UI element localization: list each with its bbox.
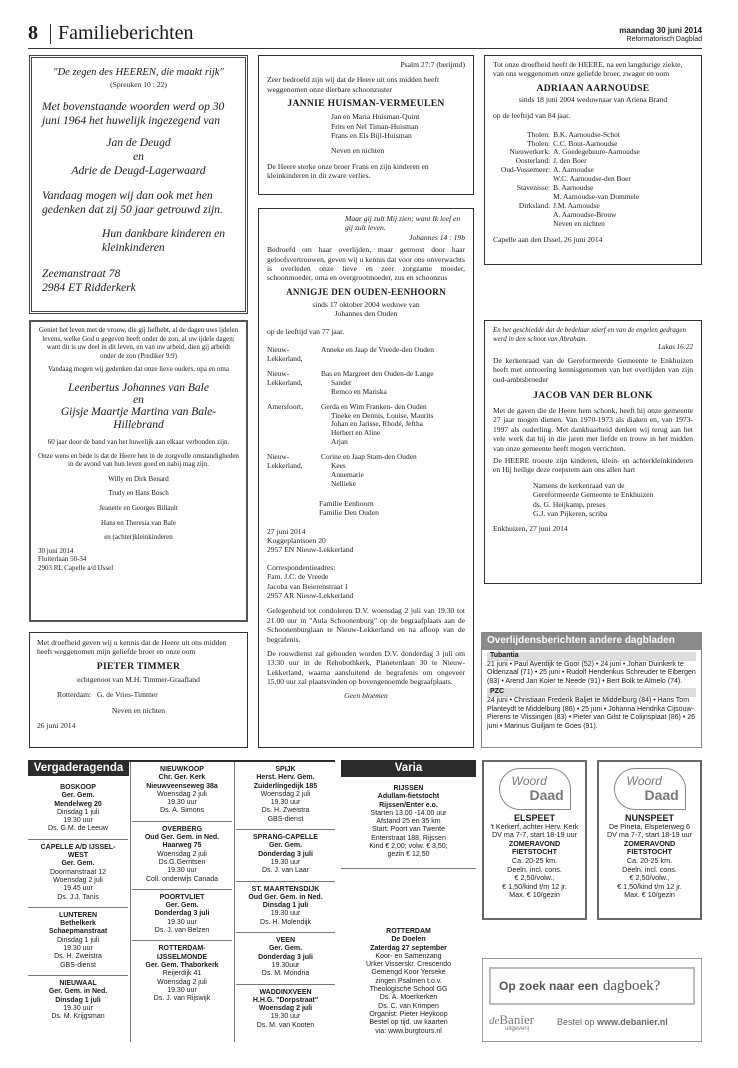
relative-row: Nieuwerkerk: A. Goedegebuure-Aarnoudse [509, 147, 640, 157]
other-newspapers-box [481, 632, 702, 748]
correspondence-3: Jacoba van Beierenstraat 1 [267, 581, 349, 591]
relative-row: Stavenisse: B. Aarnoudse [516, 183, 594, 193]
announcement-van-der-blonk [484, 320, 702, 584]
announcement-van-bale [29, 320, 248, 622]
no-flowers: Geen bloemen [344, 690, 388, 700]
signature: Hun dankbare kinderen en kleinkinderen [102, 227, 226, 255]
woord-daad-logo: Woord Daad [499, 768, 571, 810]
sign-4: G.J. van Pijkeren, scriba [533, 509, 608, 519]
subtitle: sinds 18 juni 2004 weduwnaar van Ariena Brand [518, 94, 668, 104]
place: Amersfoort, [267, 401, 303, 411]
text-2: Onze wens en bede is dat de Heere hen in de zorgvolle omstandigheden in de avond van hun leven goed en nabij mag zijn. [38, 451, 239, 469]
relative-row: Tholen: B.K. Aarnoudse-Schot [527, 129, 620, 139]
address-1: 30 juni 2014 [38, 546, 74, 555]
place: Nieuw-Lekkerland, [267, 345, 303, 363]
name: Arjan [331, 437, 348, 447]
name: Remco en Mariska [331, 386, 387, 396]
intro: Met droefheid geven wij u kennis dat de Heere uit ons midden heeft weggenomen mijn geliefde broer en onze oom [37, 638, 227, 657]
relative: G. de Vries-Timmer [96, 690, 158, 700]
relative-2: Frits en Nel Timan-Huisman [331, 121, 419, 131]
agenda-entry: NIEUWKOOP Chr. Ger. Kerk Nieuwveenseweg 38a Woensdag 2 juli 19.30 uur Ds. A. Simons [132, 762, 232, 822]
deceased-name: ANNIGJE DEN OUDEN-EENHOORN [286, 286, 446, 297]
address-3: 2957 EN Nieuw-Lekkerland [267, 545, 354, 555]
banier-url[interactable]: www.debanier.nl [597, 1017, 668, 1027]
relative-group [267, 346, 434, 364]
agenda-entry: WADDINXVEEN H.H.G. "Dorpstraat" Woensdag 2 juli 19.30 uur Ds. M. van Kooten [252, 988, 319, 1029]
place: Nieuw-Lekkerland, [267, 368, 303, 387]
quote-ref: Lukas 16:22 [658, 343, 693, 352]
quote: Geniet het leven met de vrouw, die gij liefhebt, al de dagen uws ijdelen levens, welke God u gegeven heeft onder de zon, al uw ijdele dagen; want dit is uw deel in dit leven, en van uw arbeid, dien gij arbeidt onder de zon (Prediker 9:9) [38, 326, 239, 360]
header-rule [28, 48, 702, 49]
agenda-entry: ST. MAARTENSDIJK Oud Ger. Gem. in Ned. Dinsdag 1 juli 19.30 uur Ds. H. Molendijk [236, 882, 335, 933]
name: Herbert en Aline [331, 428, 381, 438]
address-1: Zeemanstraat 78 [42, 267, 121, 281]
funeral: De rouwdienst zal gehouden worden D.V. donderdag 3 juli om 13.30 uur in de Rehobothkerk, Planetenlaan 30 te Nieuw-Lekkerland, waarna aansluitend de begrafenis om ongeveer 15.00 uur zal plaatsvinden op bovengenoemde begraafplaats. [267, 649, 465, 687]
relative-row: M. Aarnoudse-van Dommele [553, 191, 640, 201]
address-2: Koggeplantsoen 20 [267, 535, 326, 545]
announcement-den-ouden [258, 208, 474, 748]
agenda-entry: POORTVLIET Ger. Gem. Donderdag 3 juli 19.30 uur Ds. J. van Belzen [132, 890, 232, 941]
names [321, 346, 434, 364]
deceased-name: JANNIE HUISMAN-VERMEULEN [287, 98, 445, 110]
banier-logo: deBanier uitgeverij [489, 1012, 535, 1032]
kid-5: en (achter)kleinkinderen [104, 533, 173, 542]
intro: Bedroefd om haar overlijden, maar getroost door haar geloofsvertrouwen, geven wij u kennis dat voor ons onverwachts is overleden onze lieve en zeer zorgzame moeder, schoonmoeder, oma en overgrootmoeder, zus en schoonzus [267, 245, 465, 283]
family-2: Familie Den Ouden [319, 508, 379, 518]
relative-group [267, 453, 434, 489]
agenda-col-1 [28, 780, 128, 1026]
agenda-col-2 [132, 762, 232, 1008]
agenda-entry: SPIJK Herst. Herv. Gem. Zuiderlingedijk 185 Woensdag 2 juli 19.30 uur Ds. H. Zweistra GBS-dienst [236, 762, 335, 830]
deceased-name: JACOB VAN DER BLONK [533, 390, 653, 401]
names [321, 453, 434, 489]
woord-daad-logo: Woord Daad [614, 768, 686, 810]
name: Corine en Jaap Stam-den Ouden [321, 452, 417, 462]
quote-ref: Johannes 14 : 19b [409, 232, 465, 242]
varia-header: Varia [341, 760, 476, 777]
subtitle-2: Johannes den Ouden [334, 309, 398, 319]
varia-entry: RIJSSEN Adullam-fietstocht Rijssen/Enter e.o. Starten 13.00 -14.00 uur Afstand 25 en 35 km Start: Poort van Twente Enterstraat 188, Rijssen Kind € 2,00; volw. € 3,50; gezin € 12,50 [341, 781, 476, 869]
relatives [37, 690, 240, 699]
announcement-timmer [29, 632, 248, 748]
agenda-entry: BOSKOOP Ger. Gem. Mendelweg 20 Dinsdag 1 juli 19.30 uur Ds. G.M. de Leeuw [28, 780, 128, 840]
header-date: maandag 30 juni 2014 [619, 26, 702, 35]
place-date: Enkhuizen, 27 juni 2014 [493, 524, 568, 534]
woord-daad-text: ELSPEET 't Kerkerf, achter Herv. Kerk DV ma 7-7, start 18-19 uur ZOMERAVOND FIETSTOCHT Ca. 20-25 km. Deeln. incl. cons. € 2,50/volw., € 1,50/kind t/m 12 jr. Max. € 10/gezin [490, 813, 579, 900]
agenda-entry: CAPELLE A/D IJSSEL- WEST Ger. Gem. Doormanstraat 12 Woensdag 2 juli 19.45 uur Ds. J.J. Tanis [28, 840, 128, 908]
name: Gerda en Wim Franken- den Ouden [321, 401, 427, 411]
name-wife: Adrie de Deugd-Lagerwaard [71, 164, 206, 178]
nephews: Neven en nichten [331, 146, 385, 156]
sign-1: Namens de kerkenraad van de [533, 480, 625, 490]
place-date: Capelle aan den IJssel, 26 juni 2014 [493, 234, 603, 244]
correspondence-2: Fam. J.C. de Vreede [267, 572, 329, 582]
intro: De kerkenraad van de Gereformeerde Gemeente te Enkhuizen heeft met ontroering kennisgenomen van het overlijden van zijn oud-ambtsbroeder [493, 355, 693, 384]
kid-1: Willy en Dirk Benard [108, 474, 169, 483]
deceased-name: PIETER TIMMER [96, 660, 181, 672]
relative-group [267, 403, 434, 448]
relative-row: A. Aarnoudse-Brouw [553, 209, 617, 219]
agenda-col-3 [236, 762, 335, 1035]
nephews: Neven en nichten [111, 705, 166, 715]
intro: Met bovenstaande woorden werd op 30 juni 1964 het huwelijk ingezegend van [42, 100, 225, 128]
correspondence-1: Correspondentieadres: [267, 562, 336, 572]
address-2: Fluiterlaan 50-34 [38, 555, 87, 564]
announcement-de-deugd [29, 55, 248, 314]
intro: Vandaag mogen wij gedenken dat onze lieve ouders, opa en oma [48, 365, 229, 374]
agenda-entry: ROTTERDAM- IJSSELMONDE Ger. Gem. Thaborkerk Reijerdijk 41 Woensdag 2 juli 19.30 uur Ds. J. van Rijswijk [145, 945, 219, 1003]
name-wife: Gijsje Maartje Martina van Bale-Hillebrand [60, 405, 217, 431]
name: Nellieke [331, 478, 357, 488]
family-1: Familie Eenhoorn [319, 498, 374, 508]
varia-col [341, 781, 476, 869]
divider [50, 24, 51, 44]
relatives-table [501, 131, 640, 229]
name: Sander [331, 377, 352, 387]
and: en [133, 150, 144, 164]
text-1: Met de gaven die de Heere hem schonk, heeft hij onze gemeente 27 jaar mogen dienen. Van 1970-1973 als diaken en, van 1973-1997 als ouderling. Met dankbaarheid denken wij terug aan het vele werk dat hij in die jaren met liefde en trouw in het midden van onze gemeente heeft mogen verrichten. [493, 406, 693, 453]
woord-daad-right [597, 760, 702, 920]
name: Johan en Jarisse, Rhodé, Jeftha [331, 419, 423, 429]
quote: En het geschiedde dat de bedelaar stierf en van de engelen gedragen werd in den schoot van Abraham. [493, 326, 687, 343]
place: Nieuw-Lekkerland, [267, 452, 303, 471]
quote-ref: Psalm 27:7 (berijmd) [400, 60, 465, 69]
intro: Tot onze droefheid heeft de HEERE, na een langdurige ziekte, van ons weggenomen onze geliefde broer, zwager en oom [493, 60, 683, 79]
agenda-entry: LUNTEREN Bethelkerk Schaepmanstraat Dinsdag 1 juli 19.30 uur Ds. H. Zweistra GBS-dienst [28, 908, 128, 976]
and: en [133, 393, 144, 406]
agenda-header: Vergaderagenda [28, 760, 129, 776]
name: Anneke en Jaap de Vreede-den Ouden [321, 345, 434, 355]
age: op de leeftijd van 84 jaar. [493, 111, 571, 121]
text-1: 60 jaar door de band van het huwelijk aan elkaar verbonden zijn. [47, 437, 230, 446]
address-1: 27 juni 2014 [267, 526, 306, 536]
subtitle: echtgenoot van M.H. Timmer-Graafland [77, 674, 200, 684]
name: Bas en Margreet den Ouden-de Lange [321, 368, 434, 378]
name-husband: Leenbertus Johannes van Bale [68, 381, 209, 394]
subtitle-1: sinds 17 oktober 2004 weduwe van [312, 299, 420, 309]
names [321, 403, 434, 448]
agenda-entry: NIEUWAAL Ger. Gem. in Ned. Dinsdag 1 juli 19.30 uur Ds. M. Krijgsman [48, 979, 108, 1021]
page-number: 8 [28, 22, 38, 44]
name: Annemarie [331, 469, 364, 479]
condolence: Gelegenheid tot condoleren D.V. woensdag 2 juli van 19.30 tot 21.00 uur in "Aula Schoonenburg" op de begraafplaats aan de Schoonenburglaan te Nieuw-Lekkerland en na afloop van de begrafenis. [267, 606, 465, 644]
date: 26 juni 2014 [37, 721, 76, 731]
kid-4: Hans en Theresia van Bale [101, 518, 176, 527]
relative-group [267, 370, 434, 397]
sign-2: Gereformeerde Gemeente te Enkhuizen [533, 490, 654, 500]
relative-row: Tholen: C.C. Bout-Aarnoudse [527, 138, 618, 148]
paper-tubantia: Tubantia [487, 652, 696, 661]
address-3: 2903 RL Capelle a/d IJssel [38, 563, 114, 572]
quote: "De zegen des HEEREN, die maakt rijk" [53, 67, 224, 78]
relative-row: Oud-Vossemeer: A. Aarnoudse [501, 165, 594, 175]
agenda-entry: VEEN Ger. Gem. Donderdag 3 juli 19.30uur Ds. M. Mondria [236, 933, 335, 984]
banier-headline: Op zoek naar een dagboek? [489, 967, 695, 1005]
agenda-entry: OVERBERG Oud Ger. Gem. in Ned. Haarweg 75 Woensdag 2 juli Ds.G.Gerritsen 19.30 uur Coll. onderwijs Canada [132, 822, 232, 890]
deceased-name: ADRIAAN AARNOUDSE [536, 82, 650, 94]
sign-3: ds. G. Heijkamp, preses [533, 499, 606, 509]
varia-col-2 [341, 924, 476, 1041]
address-2: 2984 ET Ridderkerk [42, 281, 136, 295]
text: Vandaag mogen wij dan ook met hen gedenken dat zij 50 jaar getrouwd zijn. [42, 189, 223, 217]
relative-3: Frans en Els Bijl-Huisman [331, 131, 412, 141]
agenda-entry: SPRANG-CAPELLE Ger. Gem. Donderdag 3 juli 19.30 uur Ds. J. van Laar [236, 830, 335, 881]
pzc-list: 24 juni • Christiaan Frederik Baljet te Middelburg (84) • Hans Tom Planteydt te Middelburg (86) • 25 juni • Johanna Hendrika Cijsouw-Pierens te Vlissingen (83) • Pieter van Gilst te Colijnsplaat (86) • 26 juni • Marinus Guiljam te Goes (91). [487, 696, 695, 730]
quote-ref: (Spreuken 10 : 22) [110, 80, 167, 89]
col-divider [130, 762, 131, 1042]
section-title: Familieberichten [58, 22, 194, 44]
relative-row: W.C. Aarnoudse-den Boer [553, 174, 631, 184]
announcement-huisman [258, 55, 474, 195]
name: Kees [331, 461, 346, 471]
page-header [28, 22, 702, 48]
tubantia-list: 21 juni • Paul Averdijk te Goor (52) • 24 juni • Johan Duinkerk te Oldenzaal (71) • 25 juni • Rudolf Henderikus Schreuder te Eibergen (83) • Arend Jan Koier te Neede (91) • Bert Bolk te Almelo (74). [487, 660, 696, 685]
header-paper: Reformatorisch Dagblad [626, 36, 702, 43]
place: Rotterdam: [57, 690, 92, 700]
kid-3: Jeanette en Georges Billault [99, 503, 178, 512]
col-divider [234, 762, 235, 1042]
outro: De Heere sterke onze broer Frans en zijn kinderen en kleinkinderen in dit zware verlies. [267, 161, 429, 181]
relative-row: Oosterland: J. den Boer [515, 156, 587, 166]
paper-pzc: PZC [487, 688, 696, 697]
relative-1: Jan en Maria Huisman-Quint [331, 112, 420, 122]
relative-row: Neven en nichten [553, 218, 605, 228]
woord-daad-left [482, 760, 587, 920]
quote: Maar gij zult Mij zien; want Ik leef en gij zult leven. [345, 214, 461, 233]
kid-2: Trudy en Hans Bosch [108, 489, 169, 498]
banier-ad [482, 958, 702, 1042]
name: Tineke en Dennis, Louise, Maurits [331, 410, 434, 420]
text-2: De HEERE trooste zijn kinderen, klein- en achterkleinkinderen en Hij heilige deze roepstem aan ons allen hart [493, 456, 693, 475]
relative-row: Dirksland: J.M. Aarnoudse [518, 200, 600, 210]
relatives-table [267, 346, 434, 489]
names [321, 370, 434, 397]
announcement-aarnoudse [484, 55, 702, 265]
banier-order: Bestel op www.debanier.nl [557, 1017, 668, 1027]
woord-daad-text: NUNSPEET De Pineta, Elspeterweg 6 DV ma 7-7, start 18-19 uur ZOMERAVOND FIETSTOCHT Ca. 20-25 km. Deeln. incl. cons. € 2,50/volw., € 1,50/kind t/m 12 jr. Max. € 10/gezin [606, 813, 693, 900]
name-husband: Jan de Deugd [106, 136, 171, 150]
age: op de leeftijd van 77 jaar. [267, 326, 345, 336]
other-newspapers-title: Overlijdensberichten andere dagbladen [482, 633, 701, 650]
varia-entry: ROTTERDAM De Doelen Zaterdag 27 september Koor- en Samenzang Urker Visserskr. Crescendo Gemengd Koor Yerseke zingen Psalmen t.o.v. Theologische School GG Ds. A. Moerkerken Ds. C. van Krimpen Organist: Pieter Heykoop Bestel op tijd. uw kaarten via: www.burgtours.nl [365, 928, 452, 1035]
intro: Zeer bedroefd zijn wij dat de Heere uit ons midden heeft weggenomen onze dierbare schoonzuster [267, 75, 440, 94]
correspondence-4: 2957 AR Nieuw-Lekkerland [267, 591, 354, 600]
